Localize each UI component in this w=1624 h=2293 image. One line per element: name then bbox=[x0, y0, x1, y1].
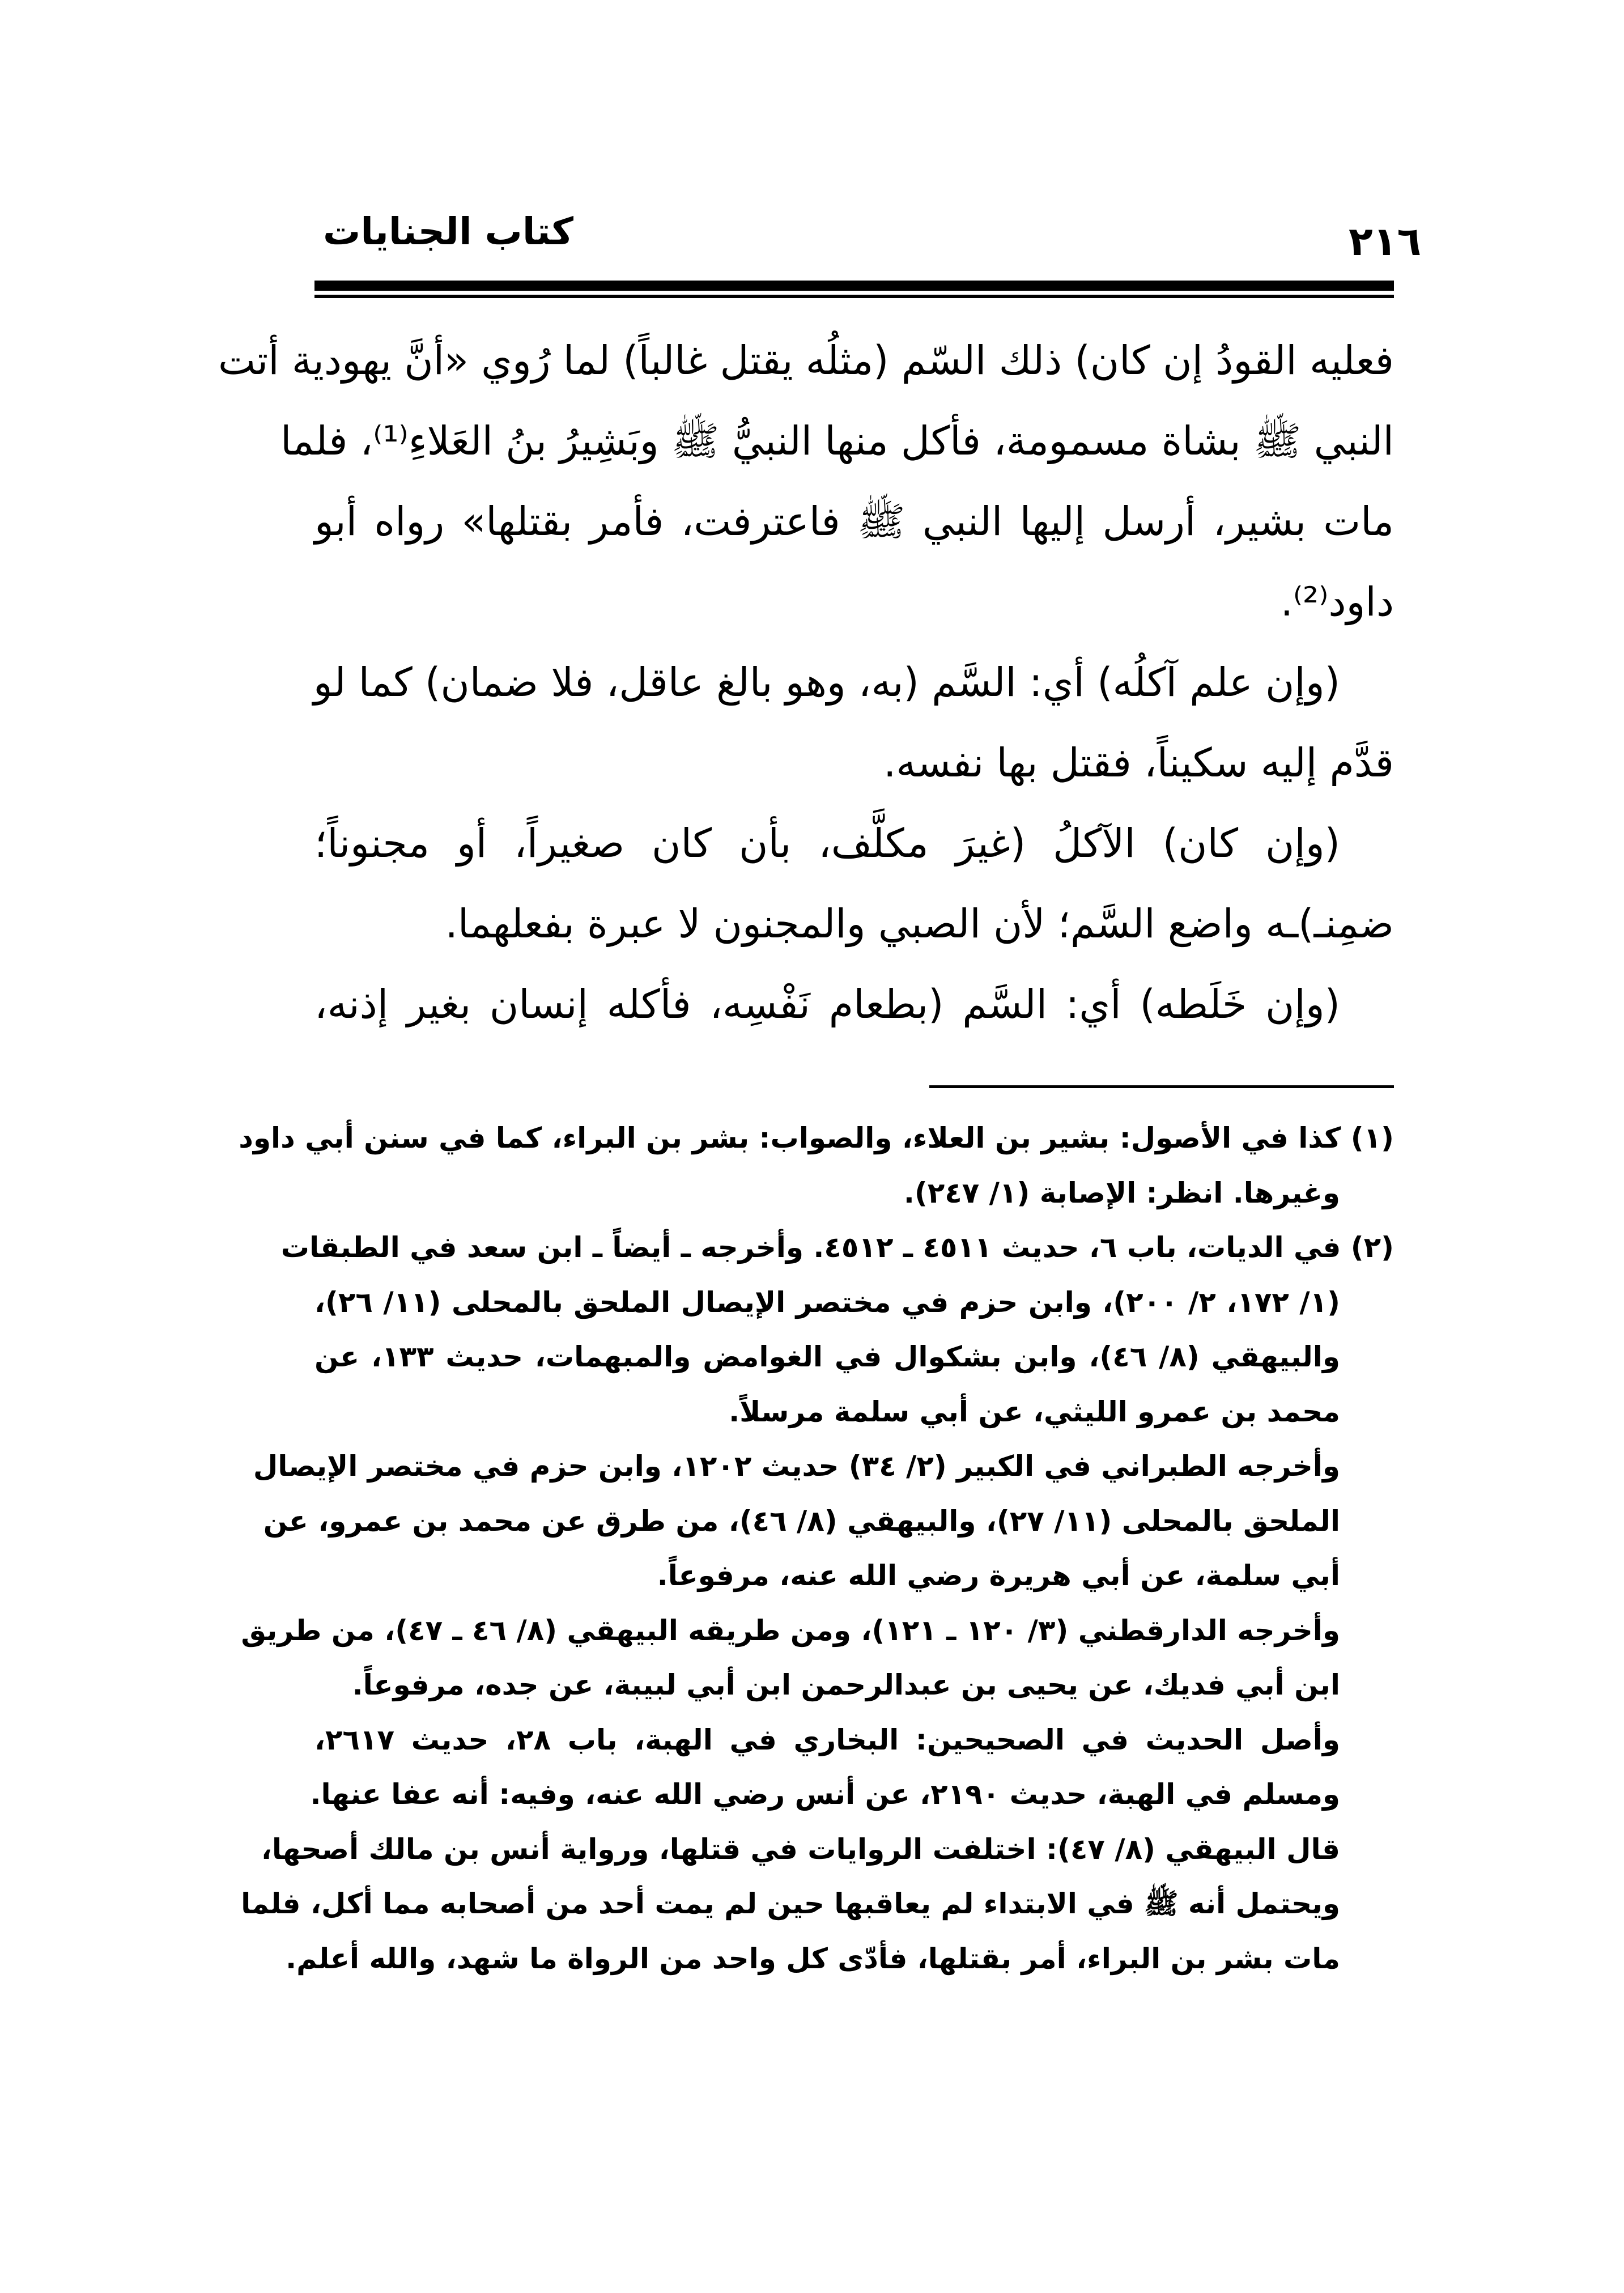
footnotes bbox=[239, 1111, 1394, 1986]
main-line: ضمِنـ)ـه واضع السَّم؛ لأن الصبي والمجنون لا عبرة بفعلهما. bbox=[445, 901, 1394, 947]
footnote-line: والبيهقي (٨/ ٤٦)، وابن بشكوال في الغوامض والمبهمات، حديث ١٣٣، عن bbox=[314, 1340, 1340, 1373]
main-line: داود⁽²⁾. bbox=[1280, 579, 1394, 625]
footnote-line: (١/ ١٧٢، ٢/ ٢٠٠)، وابن حزم في مختصر الإيصال الملحق بالمحلى (١١/ ٢٦)، bbox=[314, 1285, 1341, 1319]
footnote-line: ومسلم في الهبة، حديث ٢١٩٠، عن أنس رضي الله عنه، وفيه: أنه عفا عنها. bbox=[310, 1778, 1340, 1811]
footnote-line: وأخرجه الطبراني في الكبير (٢/ ٣٤) حديث ١٢٠٢، وابن حزم في مختصر الإيصال bbox=[253, 1450, 1340, 1483]
main-line: (وإن علم آكلُه) أي: السَّم (به، وهو بالغ عاقل، فلا ضمان) كما لو bbox=[313, 659, 1340, 706]
footnote-line: (١) كذا في الأصول: بشير بن العلاء، والصواب: بشر بن البراء، كما في سنن أبي داود bbox=[239, 1122, 1394, 1154]
main-text bbox=[218, 320, 1394, 1044]
footnote-line: الملحق بالمحلى (١١/ ٢٧)، والبيهقي (٨/ ٤٦)، من طرق عن محمد بن عمرو، عن bbox=[263, 1504, 1340, 1538]
running-header-title: كتاب الجنايات bbox=[323, 210, 573, 253]
footnote-line: مات بشر بن البراء، أمر بقتلها، فأدّى كل واحد من الرواة ما شهد، والله أعلم. bbox=[286, 1942, 1340, 1975]
header-rule-thick bbox=[314, 281, 1394, 291]
main-line: (وإن كان) الآكلُ (غيرَ مكلَّف، بأن كان صغيراً، أو مجنوناً؛ bbox=[314, 820, 1340, 867]
main-line: مات بشير، أرسل إليها النبي ﷺ فاعترفت، فأمر بقتلها» رواه أبو bbox=[314, 498, 1394, 545]
page-number: ٢١٦ bbox=[1349, 218, 1422, 265]
footnote-line: وأصل الحديث في الصحيحين: البخاري في الهبة، باب ٢٨، حديث ٢٦١٧، bbox=[314, 1723, 1340, 1756]
footnote-line: وأخرجه الدارقطني (٣/ ١٢٠ ـ ١٢١)، ومن طريقه البيهقي (٨/ ٤٦ ـ ٤٧)، من طريق bbox=[241, 1613, 1340, 1647]
header-rule-thin bbox=[314, 295, 1394, 298]
footnote-line: وغيرها. انظر: الإصابة (١/ ٢٤٧). bbox=[903, 1176, 1340, 1209]
main-line: النبي ﷺ بشاة مسمومة، فأكل منها النبيُّ ﷺ وبَشِيرُ بنُ العَلاءِ⁽¹⁾، فلما bbox=[280, 418, 1394, 464]
main-line: قدَّم إليه سكيناً، فقتل بها نفسه. bbox=[883, 740, 1394, 786]
main-line: فعليه القودُ إن كان) ذلك السّم (مثلُه يقتل غالباً) لما رُوي «أنَّ يهودية أتت bbox=[218, 337, 1394, 384]
footnote-line: ابن أبي فديك، عن يحيى بن عبدالرحمن ابن أبي لبيبة، عن جده، مرفوعاً. bbox=[352, 1668, 1340, 1701]
footnote-line: (٢) في الديات، باب ٦، حديث ٤٥١١ ـ ٤٥١٢. وأخرجه ـ أيضاً ـ ابن سعد في الطبقات bbox=[280, 1231, 1394, 1264]
footnote-separator bbox=[929, 1085, 1394, 1088]
footnote-line: محمد بن عمرو الليثي، عن أبي سلمة مرسلاً. bbox=[729, 1395, 1340, 1428]
footnote-line: ويحتمل أنه ﷺ في الابتداء لم يعاقبها حين لم يمت أحد من أصحابه مما أكل، فلما bbox=[241, 1887, 1340, 1920]
footnote-line: قال البيهقي (٨/ ٤٧): اختلفت الروايات في قتلها، ورواية أنس بن مالك أصحها، bbox=[261, 1832, 1340, 1866]
main-line: (وإن خَلَطه) أي: السَّم (بطعام نَفْسِه، فأكله إنسان بغير إذنه، bbox=[314, 981, 1340, 1027]
footnote-line: أبي سلمة، عن أبي هريرة رضي الله عنه، مرفوعاً. bbox=[657, 1559, 1340, 1592]
